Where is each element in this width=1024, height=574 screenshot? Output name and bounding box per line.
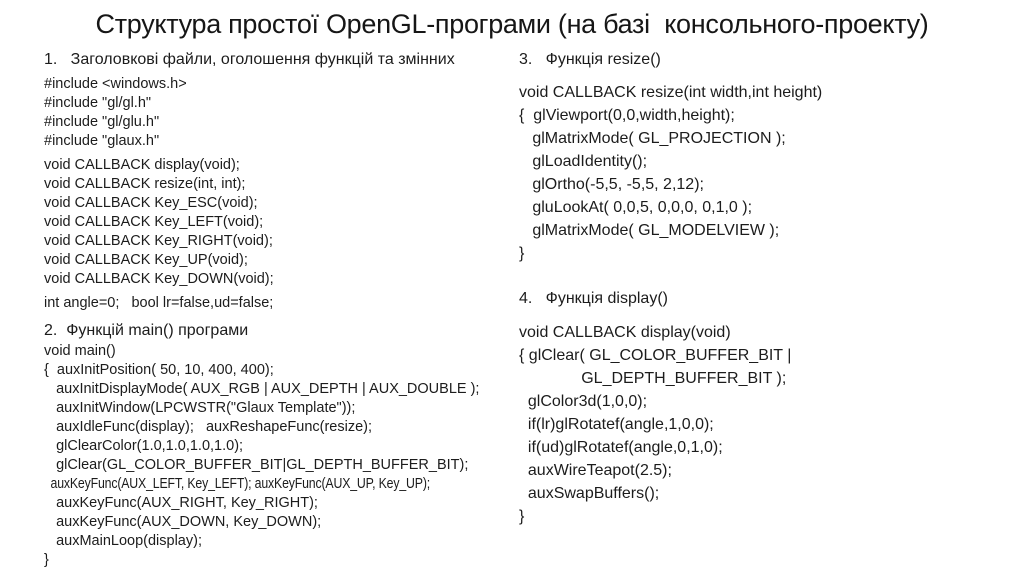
code-line: } xyxy=(44,552,49,568)
code-line: if(ud)glRotatef(angle,0,1,0); xyxy=(519,439,723,456)
code-line: if(lr)glRotatef(angle,1,0,0); xyxy=(519,416,714,433)
code-line: { auxInitPosition( 50, 10, 400, 400); xyxy=(44,362,274,378)
right-column xyxy=(519,50,1019,528)
code-line: glColor3d(1,0,0); xyxy=(519,393,648,410)
code-line: glOrtho(-5,5, -5,5, 2,12); xyxy=(519,176,704,193)
code-line: auxIdleFunc(display); auxReshapeFunc(resize); xyxy=(44,419,373,435)
code-line: void CALLBACK resize(int width,int height) xyxy=(519,84,823,101)
code-line: #include "gl/glu.h" xyxy=(44,114,160,130)
code-line: { glClear( GL_COLOR_BUFFER_BIT | xyxy=(519,347,792,364)
code-line: void main() xyxy=(44,343,116,359)
code-line: } xyxy=(519,245,525,262)
code-line: glClearColor(1.0,1.0,1.0,1.0); xyxy=(44,438,244,454)
code-line: void CALLBACK Key_RIGHT(void); xyxy=(44,233,273,249)
slide-title: Структура простої OpenGL-програми (на базі консольного-проекту) xyxy=(95,9,929,39)
code-line: #include "glaux.h" xyxy=(44,133,160,149)
code-line: auxInitWindow(LPCWSTR("Glaux Template")); xyxy=(44,400,356,416)
code-line: auxKeyFunc(AUX_DOWN, Key_DOWN); xyxy=(44,514,322,530)
code-line: glMatrixMode( GL_MODELVIEW ); xyxy=(519,222,780,239)
code-line: auxWireTeapot(2.5); xyxy=(519,462,672,479)
code-block-function-declarations xyxy=(44,156,516,289)
code-line: glLoadIdentity(); xyxy=(519,153,648,170)
left-column xyxy=(44,50,516,570)
code-block-includes xyxy=(44,75,516,151)
code-block-main-function xyxy=(44,342,516,570)
code-line: void CALLBACK Key_ESC(void); xyxy=(44,195,258,211)
code-line: glClear(GL_COLOR_BUFFER_BIT|GL_DEPTH_BUFFER_BIT); xyxy=(44,457,469,473)
section-heading-main-function: 2. Функцій main() програми xyxy=(44,322,249,339)
code-line: #include <windows.h> xyxy=(44,76,187,92)
code-block-display-function xyxy=(519,321,1019,528)
code-line: auxKeyFunc(AUX_LEFT, Key_LEFT); auxKeyFunc(AUX_UP, Key_UP); xyxy=(44,476,431,492)
code-line: auxInitDisplayMode( AUX_RGB | AUX_DEPTH | AUX_DOUBLE ); xyxy=(44,381,480,397)
code-line: #include "gl/gl.h" xyxy=(44,95,152,111)
code-line: { glViewport(0,0,width,height); xyxy=(519,107,735,124)
section-heading-resize-function: 3. Функція resize() xyxy=(519,51,661,68)
code-line: auxSwapBuffers(); xyxy=(519,485,660,502)
code-line: void CALLBACK display(void); xyxy=(44,157,240,173)
section-heading-header-files: 1. Заголовкові файли, оголошення функцій та змінних xyxy=(44,51,455,68)
code-block-global-variables xyxy=(44,294,516,313)
code-line: auxMainLoop(display); xyxy=(44,533,202,549)
code-line: } xyxy=(519,508,525,525)
code-line: void CALLBACK Key_DOWN(void); xyxy=(44,271,274,287)
code-line: void CALLBACK Key_LEFT(void); xyxy=(44,214,264,230)
code-line: int angle=0; bool lr=false,ud=false; xyxy=(44,295,274,311)
code-line: auxKeyFunc(AUX_RIGHT, Key_RIGHT); xyxy=(44,495,318,511)
code-line: GL_DEPTH_BUFFER_BIT ); xyxy=(519,370,787,387)
code-line: void CALLBACK resize(int, int); xyxy=(44,176,246,192)
code-block-resize-function xyxy=(519,81,1019,265)
code-line: void CALLBACK Key_UP(void); xyxy=(44,252,248,268)
code-line: glMatrixMode( GL_PROJECTION ); xyxy=(519,130,786,147)
section-heading-display-function: 4. Функція display() xyxy=(519,290,668,307)
code-line: gluLookAt( 0,0,5, 0,0,0, 0,1,0 ); xyxy=(519,199,753,216)
code-line: void CALLBACK display(void) xyxy=(519,324,731,341)
